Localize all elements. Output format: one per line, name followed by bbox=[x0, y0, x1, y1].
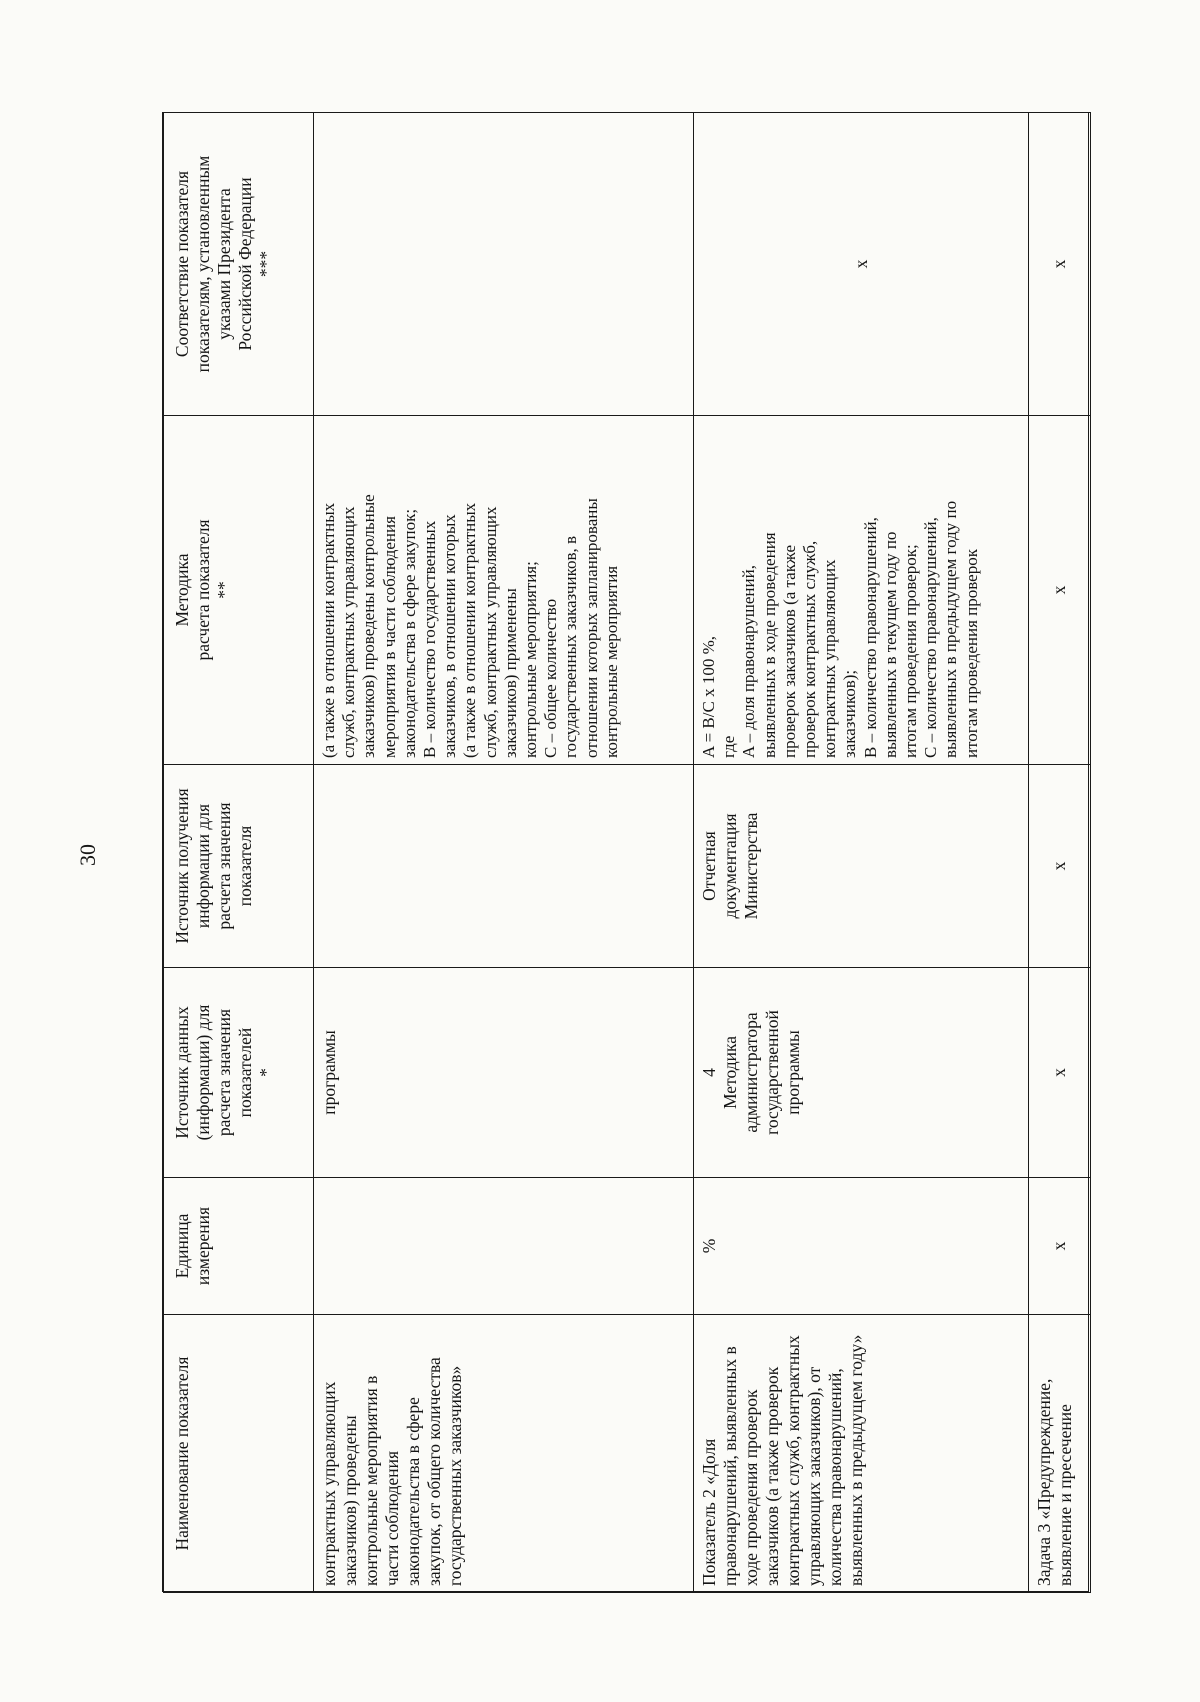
cell-unit: х bbox=[1029, 1178, 1091, 1315]
header-data-source: Источник данных (информации) для расчета значения показателей * bbox=[164, 968, 314, 1178]
cell-unit bbox=[314, 1178, 694, 1315]
cell-task-name: Задача 3 «Предупреждение, выявление и пресечение bbox=[1029, 1315, 1091, 1593]
cell-compliance: х bbox=[1029, 113, 1091, 416]
table-header-row bbox=[164, 113, 314, 1593]
cell-methodology: A = B/C x 100 %, где A – доля правонарушений, выявленных в ходе проведения проверок заказчиков (а также проверок контрактных служб, контрактных управляющих заказчиков); B – количество правонарушений, выявленных в текущем году по итогам проведения проверок; С – количество правонарушений, выявленных в предыдущем году по итогам проведения проверок bbox=[694, 416, 1029, 765]
cell-info-source: х bbox=[1029, 765, 1091, 968]
cell-indicator-name: контрактных управляющих заказчиков) проведены контрольные мероприятия в части соблюдения законодательства в сфере закупок, от общего количества государственных заказчиков» bbox=[314, 1315, 694, 1593]
indicators-table bbox=[163, 112, 1091, 1593]
cell-data-source: 4 Методика администратора государственной программы bbox=[694, 968, 1029, 1178]
table-row bbox=[694, 113, 1029, 1593]
indicators-table-frame bbox=[162, 112, 1089, 1592]
table-row bbox=[1029, 113, 1091, 1593]
table-row bbox=[314, 113, 694, 1593]
page-number: 30 bbox=[75, 844, 100, 866]
header-compliance: Соответствие показателя показателям, установленным указами Президента Российской Федерации *** bbox=[164, 113, 314, 416]
cell-info-source bbox=[314, 765, 694, 968]
cell-data-source: х bbox=[1029, 968, 1091, 1178]
cell-data-source: программы bbox=[314, 968, 694, 1178]
cell-methodology: (а также в отношении контрактных служб, контрактных управляющих заказчиков) проведены контрольные мероприятия в части соблюдения законодательства в сфере закупок; B – количество государственных заказчиков, в отношении которых (а также в отношении контрактных служб, контрактных управляющих заказчиков) применены контрольные мероприятия; С – общее количество государственных заказчиков, в отношении которых запланированы контрольные мероприятия bbox=[314, 416, 694, 765]
cell-indicator-name: Показатель 2 «Доля правонарушений, выявленных в ходе проведения проверок заказчиков (а также проверок контрактных служб, контрактных управляющих заказчиков), от количества правонарушений, выявленных в предыдущем году» bbox=[694, 1315, 1029, 1593]
rotated-table-container bbox=[163, 113, 1090, 1593]
cell-unit: % bbox=[694, 1178, 1029, 1315]
cell-compliance: х bbox=[694, 113, 1029, 416]
header-methodology: Методика расчета показателя ** bbox=[164, 416, 314, 765]
header-unit: Единица измерения bbox=[164, 1178, 314, 1315]
header-info-source: Источник получения информации для расчета значения показателя bbox=[164, 765, 314, 968]
header-indicator-name: Наименование показателя bbox=[164, 1315, 314, 1593]
cell-info-source: Отчетная документация Министерства bbox=[694, 765, 1029, 968]
cell-compliance bbox=[314, 113, 694, 416]
cell-methodology: х bbox=[1029, 416, 1091, 765]
